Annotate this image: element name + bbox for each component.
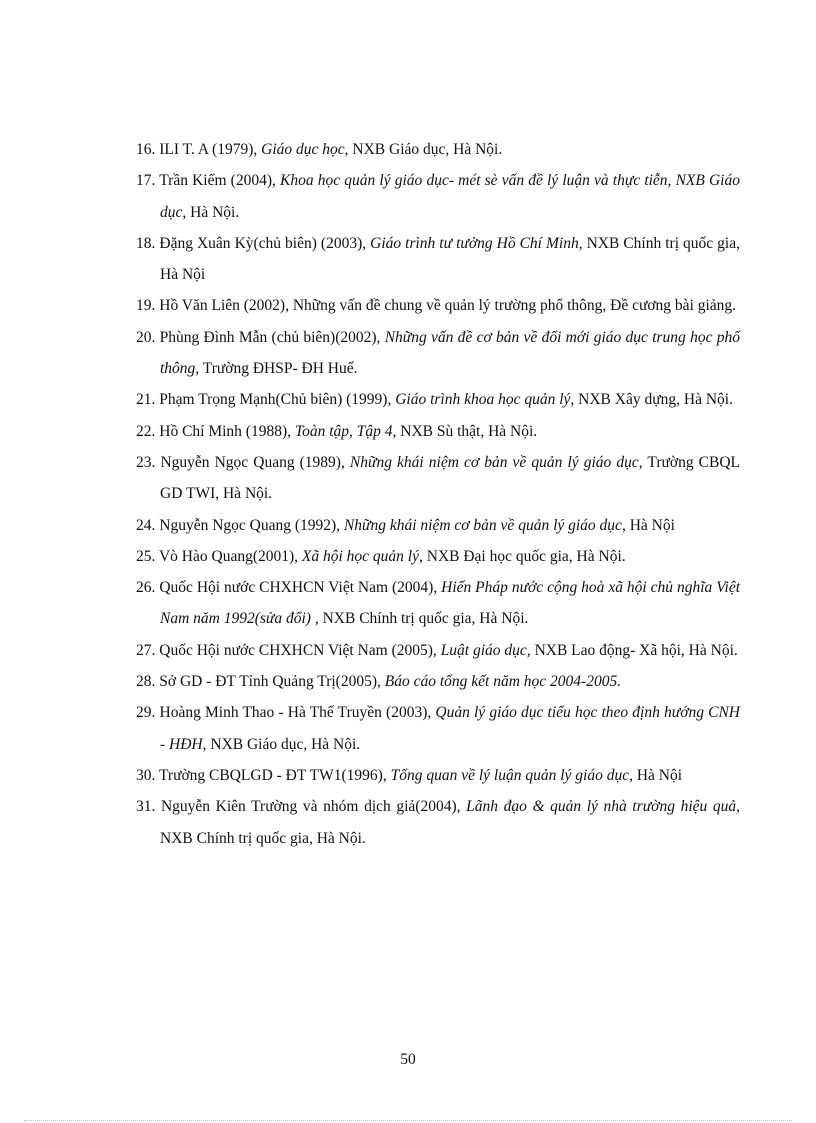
reference-item xyxy=(136,572,740,635)
reference-publisher: NXB Lao động- Xã hội, Hà Nội. xyxy=(530,641,738,659)
reference-item xyxy=(136,228,740,291)
reference-publisher: , NXB Giáo dục, Hà Nội. xyxy=(202,735,361,753)
reference-publisher: , NXB Chính trị quốc gia, Hà Nội xyxy=(160,234,740,284)
reference-text: Hồ Văn Liên (2002), Những vấn đề chung về quản lý trường phổ thông, Đề cương bài giảng. xyxy=(159,297,737,315)
reference-item xyxy=(136,541,740,572)
reference-item xyxy=(136,416,740,447)
reference-text: Sở GD - ĐT Tỉnh Quảng Trị(2005), xyxy=(159,673,385,691)
reference-publisher: , NXB Đại học quốc gia, Hà Nội. xyxy=(419,547,626,565)
reference-publisher: , NXB Xây dựng, Hà Nội. xyxy=(570,391,733,409)
reference-text: Phùng Đình Mẫn (chủ biên)(2002), xyxy=(159,328,385,346)
reference-title: Giáo trình tư tưởng Hồ Chí Minh xyxy=(370,234,579,252)
page-bottom-divider xyxy=(24,1120,792,1121)
reference-number: 26. xyxy=(136,579,156,597)
reference-text: Hồ Chí Minh (1988), xyxy=(159,422,295,440)
reference-number: 30. xyxy=(136,766,156,784)
reference-title: Xã hội học quản lý xyxy=(301,547,419,565)
reference-item xyxy=(136,322,740,385)
reference-item xyxy=(136,666,740,697)
page-number: 50 xyxy=(400,1051,416,1068)
reference-number: 23. xyxy=(136,453,156,471)
reference-number: 18. xyxy=(136,234,156,252)
reference-title: Toàn tập, Tập 4 xyxy=(294,422,393,440)
reference-publisher: , Hà Nội xyxy=(621,516,675,534)
reference-text: Phạm Trọng Mạnh(Chủ biên) (1999), xyxy=(159,391,396,409)
reference-text: Vò Hào Quang(2001), xyxy=(158,547,302,565)
reference-text: Đặng Xuân Kỳ(chủ biên) (2003), xyxy=(159,234,371,252)
reference-number: 17. xyxy=(136,172,156,190)
reference-publisher: , Trường CBQL GD TWI, Hà Nội. xyxy=(160,453,740,503)
reference-number: 22. xyxy=(136,422,156,440)
reference-text: Nguyễn Kiên Trường và nhóm dịch giả(2004), xyxy=(160,798,467,816)
reference-title: Tổng quan về lý luận quản lý giáo dục xyxy=(390,766,630,784)
reference-list xyxy=(136,134,740,854)
reference-text: Trường CBQLGD - ĐT TW1(1996), xyxy=(158,766,391,784)
reference-text: Trần Kiểm (2004), xyxy=(159,172,281,190)
reference-title: Hiến Pháp nước cộng hoà xã hội chủ nghĩa Việt Nam năm 1992(sửa đổi) xyxy=(160,579,741,628)
reference-number: 31. xyxy=(136,798,156,816)
reference-item xyxy=(136,697,740,760)
reference-item xyxy=(136,165,740,228)
reference-item xyxy=(136,760,740,791)
reference-title: Quản lý giáo dục tiểu học theo định hướng CNH - HĐH xyxy=(160,704,741,753)
reference-text: Nguyễn Ngọc Quang (1992), xyxy=(159,516,344,534)
reference-title: Báo cáo tổng kết năm học 2004-2005. xyxy=(384,673,622,691)
reference-title: Lãnh đạo & quản lý nhà trường hiệu quả, xyxy=(466,798,740,816)
reference-number: 25. xyxy=(136,547,156,565)
reference-title: Những khái niệm cơ bản về quản lý giáo dục xyxy=(349,453,639,471)
reference-item xyxy=(136,510,740,541)
reference-title: Giáo dục học xyxy=(261,141,345,158)
reference-number: 28. xyxy=(136,673,156,691)
reference-number: 27. xyxy=(136,641,156,659)
reference-publisher: , Hà Nội xyxy=(629,766,683,784)
reference-title: Luật giáo dục, xyxy=(440,641,531,659)
reference-text: ILI T. A (1979), xyxy=(159,141,262,158)
reference-number: 24. xyxy=(136,516,156,534)
reference-item xyxy=(136,635,740,666)
reference-item xyxy=(136,290,740,321)
reference-number: 16. xyxy=(136,141,156,158)
reference-title: Khoa học quản lý giáo dục- mét sè vấn đề lý luận và thực tiễn, NXB Giáo dục xyxy=(160,172,740,221)
reference-title: Những vấn đề cơ bản về đổi mới giáo dục trung học phổ thông, xyxy=(160,328,740,378)
reference-publisher: Trường ĐHSP- ĐH Huế. xyxy=(199,360,358,378)
reference-item xyxy=(136,791,740,854)
reference-publisher: , NXB Sù thật, Hà Nội. xyxy=(392,422,538,440)
reference-publisher: , NXB Giáo dục, Hà Nội. xyxy=(344,141,503,158)
reference-text: Hoàng Minh Thao - Hà Thế Truyền (2003), xyxy=(159,704,436,722)
reference-text: Nguyễn Ngọc Quang (1989), xyxy=(160,453,350,471)
reference-publisher: , NXB Chính trị quốc gia, Hà Nội. xyxy=(310,610,529,628)
reference-number: 20. xyxy=(136,328,156,346)
reference-text: Quốc Hội nước CHXHCN Việt Nam (2004), xyxy=(159,579,442,597)
reference-number: 19. xyxy=(136,297,156,315)
reference-item xyxy=(136,384,740,415)
reference-item xyxy=(136,134,740,165)
reference-title: Giáo trình khoa học quản lý xyxy=(395,391,571,409)
reference-text: Quốc Hội nước CHXHCN Việt Nam (2005), xyxy=(159,641,441,659)
reference-number: 29. xyxy=(136,704,156,722)
reference-title: Những khái niệm cơ bản về quản lý giáo dục xyxy=(343,516,622,534)
reference-publisher: NXB Chính trị quốc gia, Hà Nội. xyxy=(160,829,366,847)
reference-publisher: , Hà Nội. xyxy=(182,203,240,221)
reference-item xyxy=(136,447,740,510)
reference-number: 21. xyxy=(136,391,156,409)
